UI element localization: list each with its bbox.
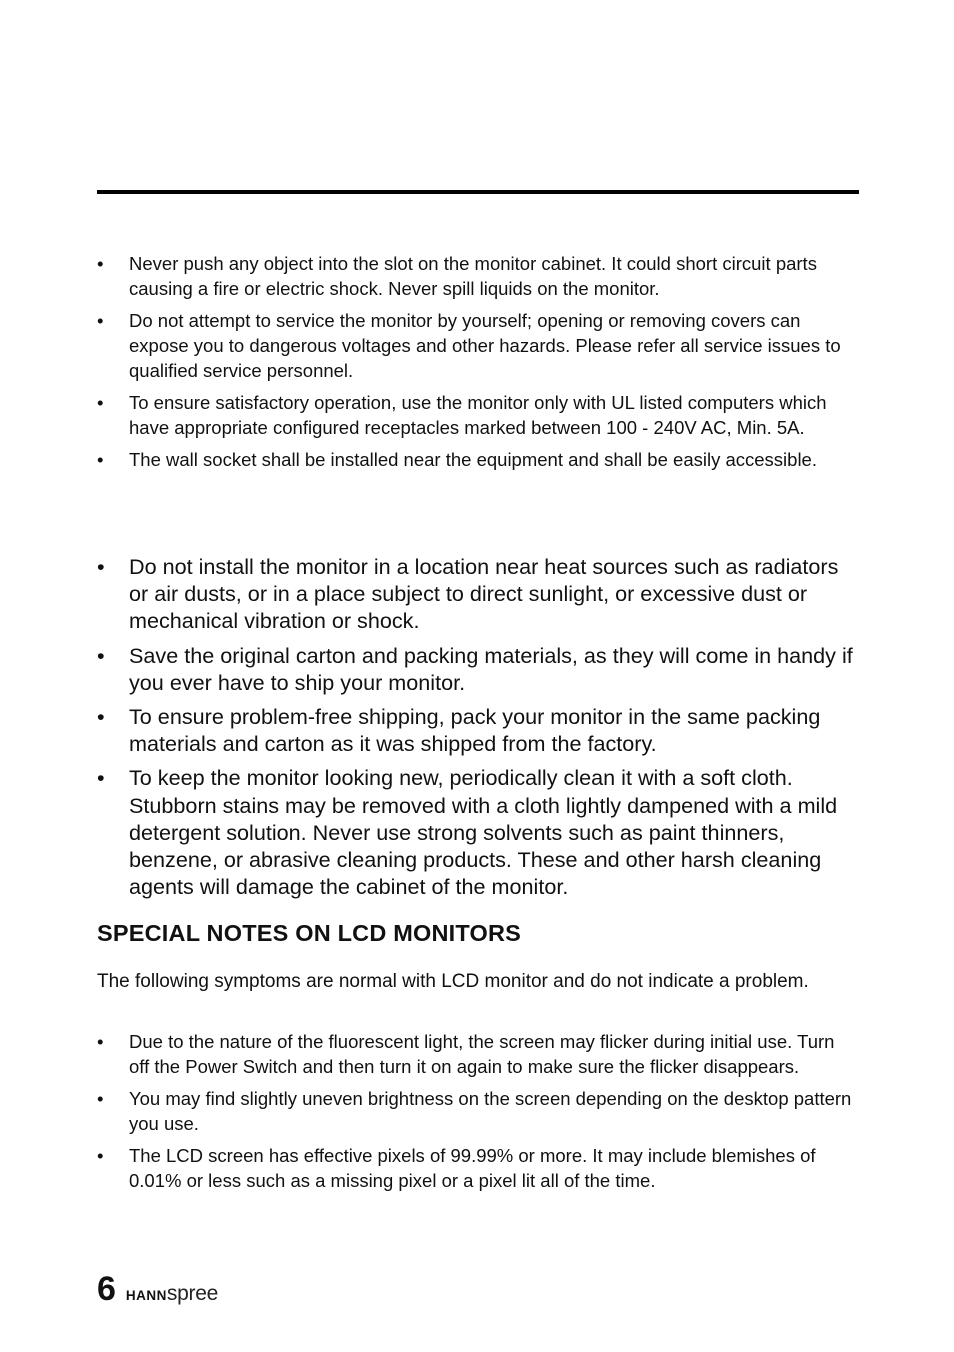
list-item-text: You may find slightly uneven brightness on the screen depending on the desktop pattern you use. (129, 1088, 852, 1134)
bullet: • (97, 310, 104, 331)
header-rule (97, 190, 859, 194)
bullet: • (97, 642, 105, 668)
bullet: • (97, 1145, 104, 1166)
list-item-text: Save the original carton and packing materials, as they will come in handy if you ever have to ship your monitor. (129, 642, 853, 695)
list-item (97, 703, 859, 757)
bullet: • (97, 704, 105, 730)
list-item (97, 1029, 859, 1079)
list-item (97, 1143, 859, 1193)
bullet: • (97, 765, 105, 791)
lcd-notes-list (97, 1029, 859, 1200)
list-item-text: The wall socket shall be installed near the equipment and shall be easily accessible. (129, 449, 817, 470)
list-item-text: Do not install the monitor in a location near heat sources such as radiators or air dusts, or in a place subject to direct sunlight, or excessive dust or mechanical vibration or shock. (129, 554, 839, 634)
list-item (97, 390, 859, 440)
list-item (97, 251, 859, 301)
safety-list-small (97, 251, 859, 479)
bullet: • (97, 554, 105, 579)
list-item-text: Never push any object into the slot on the monitor cabinet. It could short circuit parts causing a fire or electric shock. Never spill liquids on the monitor. (129, 253, 817, 299)
list-item (97, 1086, 859, 1136)
list-item-text: Do not attempt to service the monitor by yourself; opening or removing covers can expose you to dangerous voltages and other hazards. Please refer all service issues to qualified service personnel. (129, 310, 841, 381)
page-number: 6 (97, 1270, 116, 1308)
section-heading: SPECIAL NOTES ON LCD MONITORS (97, 920, 522, 946)
list-item-text: To ensure satisfactory operation, use the monitor only with UL listed computers which have appropriate configured receptacles marked between 100 - 240V AC, Min. 5A. (129, 392, 827, 438)
list-item-text: To keep the monitor looking new, periodically clean it with a soft cloth. Stubborn stains may be removed with a cloth lightly dampened with a mild detergent solution. Never use strong solvents such as paint thinners, benzene, or abrasive cleaning products. These and other harsh cleaning agents will damage the cabinet of the monitor. (129, 765, 838, 900)
section-intro: The following symptoms are normal with LCD monitor and do not indicate a problem. (97, 971, 809, 992)
list-item (97, 308, 859, 383)
bullet: • (97, 392, 104, 413)
bullet: • (97, 1031, 104, 1052)
list-item-text: To ensure problem-free shipping, pack your monitor in the same packing materials and carton as it was shipped from the factory. (129, 704, 821, 757)
bullet: • (97, 449, 104, 470)
list-item (97, 764, 859, 900)
list-item (97, 553, 859, 635)
brand-logo (126, 1282, 218, 1306)
list-item (97, 447, 859, 472)
bullet: • (97, 253, 104, 274)
list-item (97, 642, 859, 696)
page-footer (97, 1272, 218, 1306)
list-item-text: The LCD screen has effective pixels of 99.99% or more. It may include blemishes of 0.01% or less such as a missing pixel or a pixel lit all of the time. (129, 1145, 816, 1191)
bullet: • (97, 1088, 104, 1109)
brand-logo-bold: HANN (125, 1288, 167, 1303)
brand-logo-light: spree (166, 1282, 218, 1305)
safety-list-large (97, 553, 859, 907)
list-item-text: Due to the nature of the fluorescent light, the screen may flicker during initial use. Turn off the Power Switch and then turn it on again to make sure the flicker disappears. (129, 1031, 835, 1077)
